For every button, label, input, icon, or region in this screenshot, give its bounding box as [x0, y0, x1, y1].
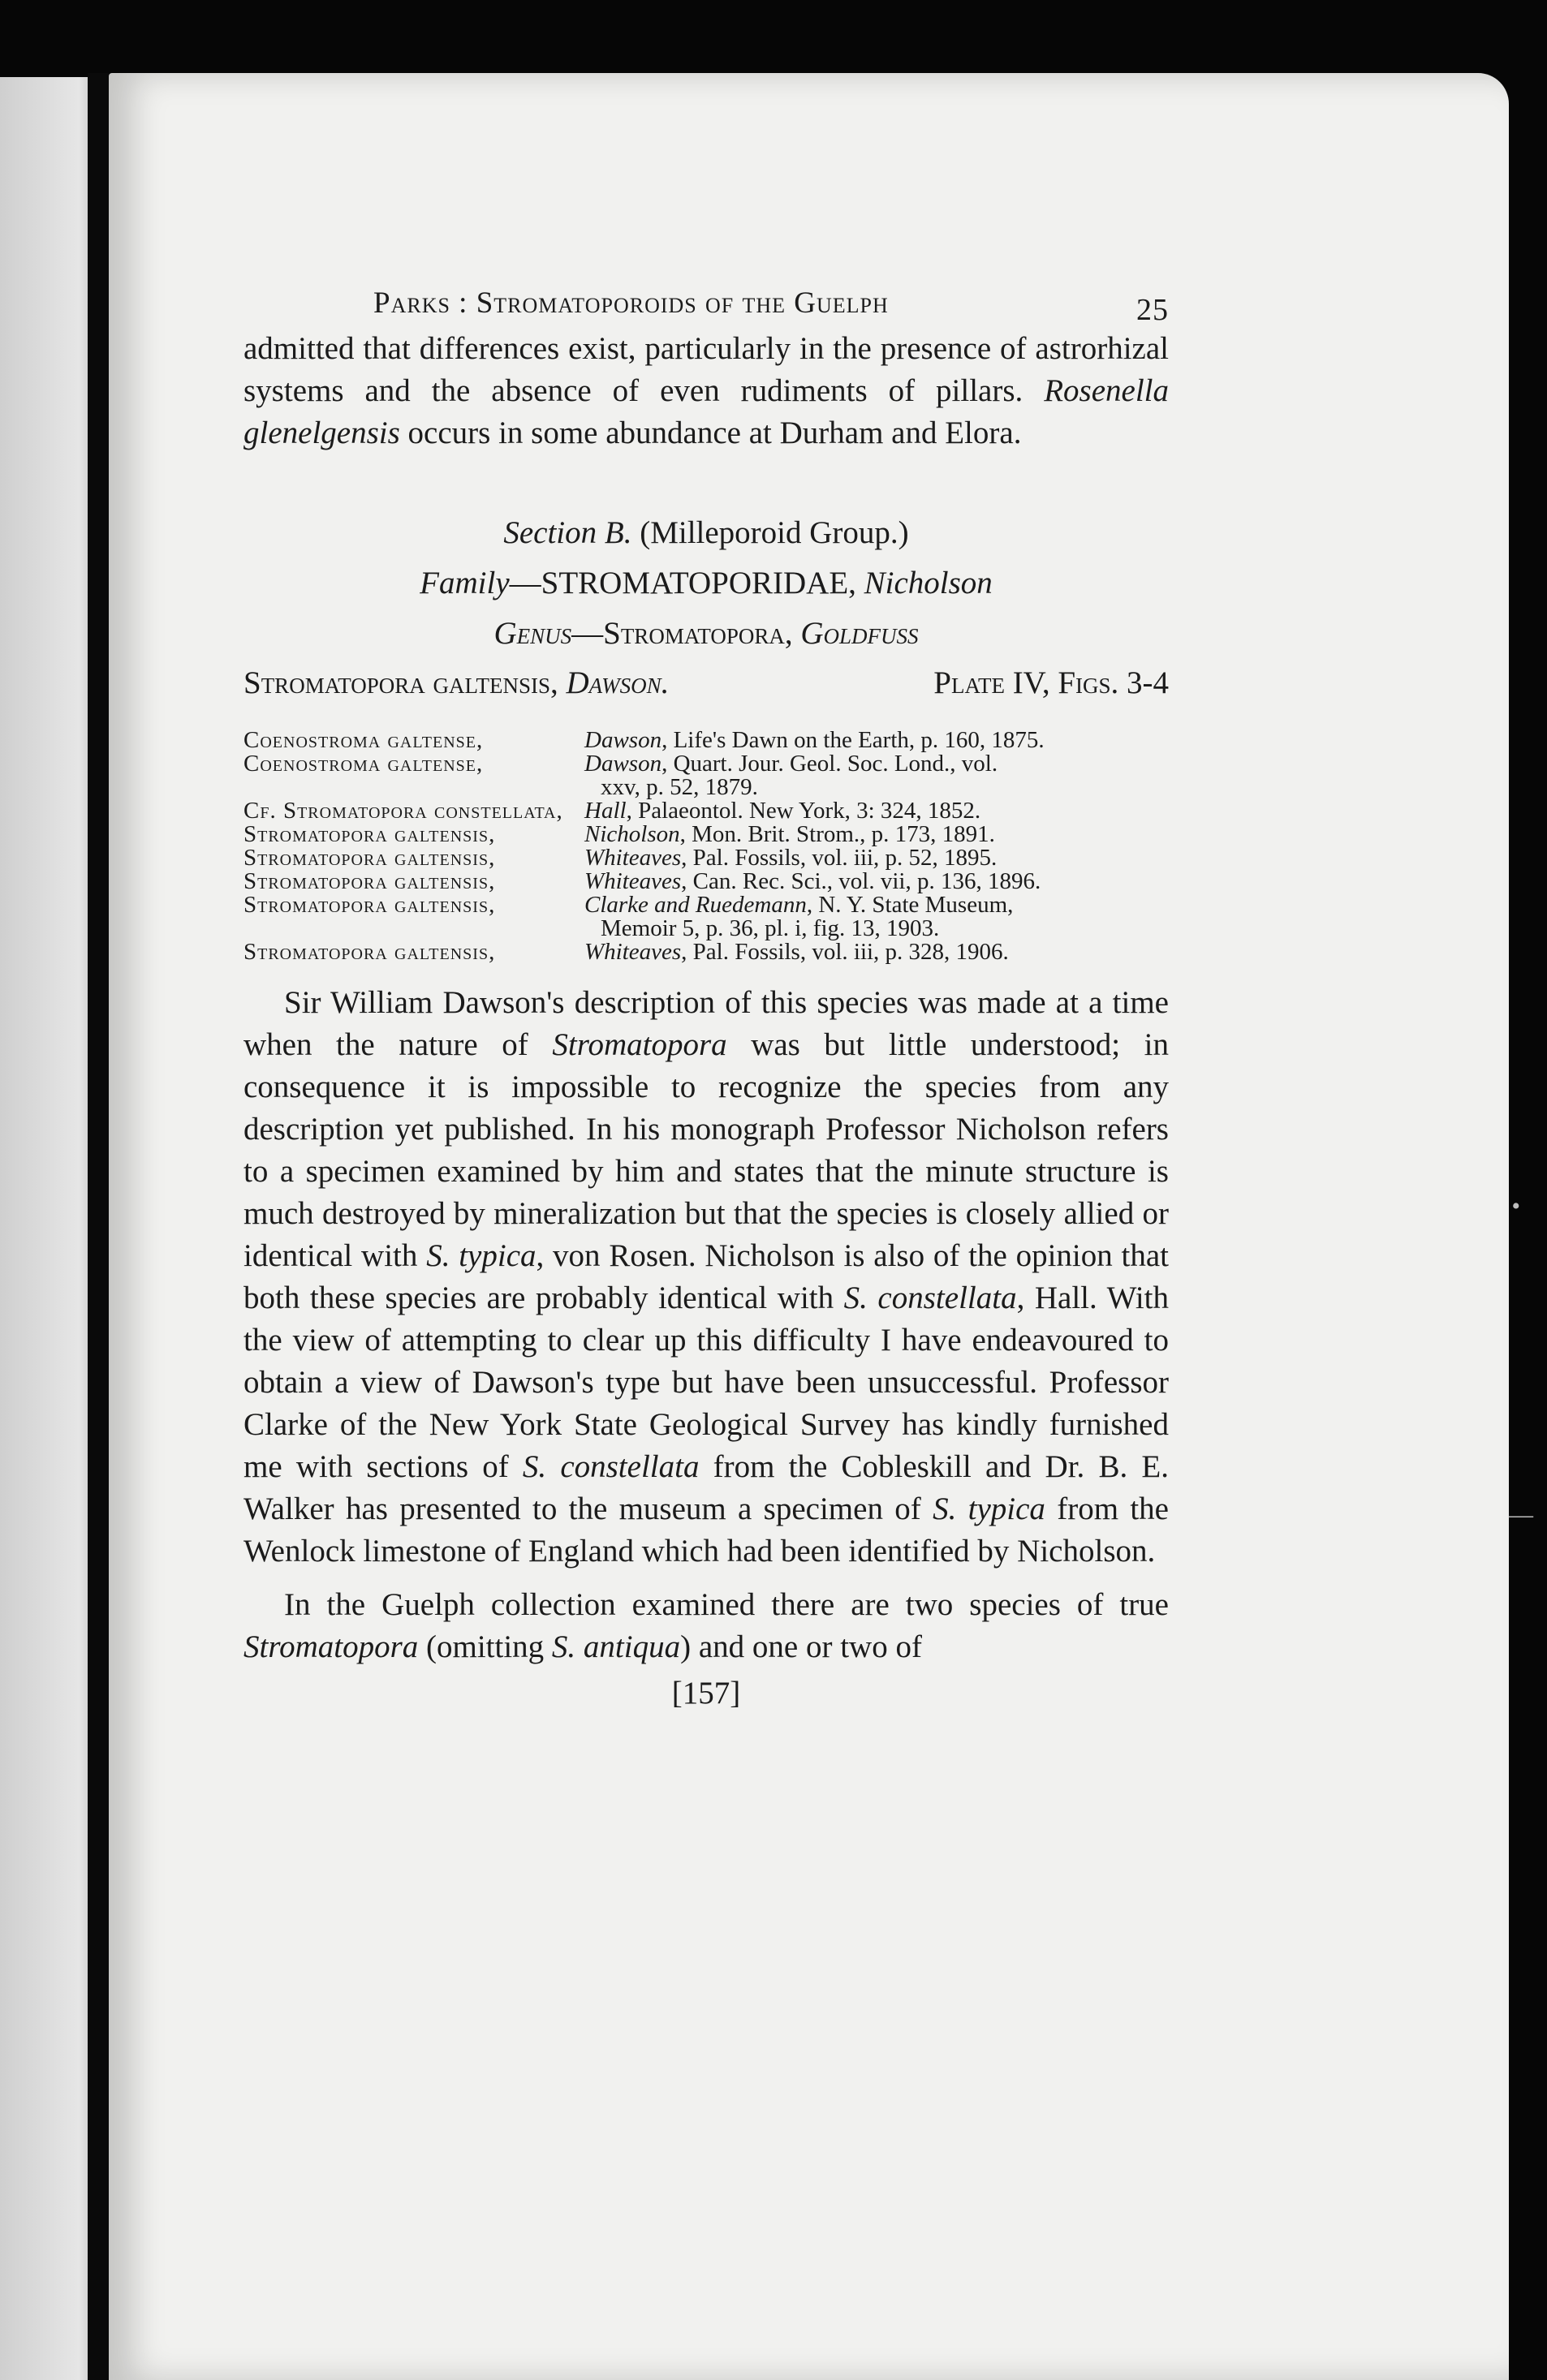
synonymy-entry [243, 799, 1169, 823]
synonymy-entry [243, 846, 1169, 870]
species-heading [243, 659, 1169, 708]
family-title: Family—STROMATOPORIDAE, Nicholson [420, 566, 993, 600]
margin-mark: — [1509, 1501, 1533, 1528]
section-title: Section B. (Milleporoid Group.) [503, 515, 909, 550]
synonym-reference: Whiteaves, Pal. Fossils, vol. iii, p. 328, 1906. [584, 939, 1009, 965]
running-title: Parks : Stromatoporoids of the Guelph [373, 286, 889, 320]
synonymy-entry [243, 776, 1169, 799]
paragraph-dawson: Sir William Dawson's description of this species was made at a time when the nature of Stromatopora was but little understood; in consequence it is impossible to recognize the species from any description yet published. In his monograph Professor Nicholson refers to a specimen examined by him and states that the minute structure is much destroyed by mineralization but that the species is closely allied or identical with S. typica, von Rosen. Nicholson is also of the opinion that both these species are probably identical with S. constellata, Hall. With the view of attempting to clear up this difficulty I have endeavoured to obtain a view of Dawson's type but have been unsuccessful. Professor Clarke of the New York State Geological Survey has kindly furnished me with sections of S. constellata from the Cobleskill and Dr. B. E. Walker has presented to the museum a specimen of S. typica from the Wenlock limestone of England which had been identified by Nicholson. [243, 985, 1170, 1569]
running-head [243, 276, 1169, 328]
synonym-reference: xxv, p. 52, 1879. [601, 774, 758, 800]
margin-mark: • [1511, 1193, 1520, 1220]
synonym-name: Stromatopora galtensis, [243, 939, 496, 965]
synonymy-entry [243, 729, 1169, 752]
synonym-reference: Dawson, Life's Dawn on the Earth, p. 160, 1875. [584, 727, 1045, 753]
genus-title: Genus—Stromatopora, Goldfuss [493, 616, 919, 651]
plate-reference: Plate IV, Figs. 3-4 [933, 665, 1169, 700]
book-gutter [88, 73, 109, 2380]
synonym-name: Coenostroma galtense, [243, 751, 484, 777]
synonymy-entry [243, 823, 1169, 846]
synonym-reference: Whiteaves, Can. Rec. Sci., vol. vii, p. 136, 1896. [584, 868, 1041, 894]
synonymy-entry [243, 752, 1169, 776]
synonymy-entry [243, 870, 1169, 893]
synonymy-list [243, 729, 1169, 964]
synonymy-entry [243, 893, 1169, 917]
synonym-name: Stromatopora galtensis, [243, 892, 496, 918]
synonym-name: Stromatopora galtensis, [243, 868, 496, 894]
synonym-reference: Nicholson, Mon. Brit. Strom., p. 173, 1891. [584, 821, 995, 847]
synonymy-entry [243, 940, 1169, 964]
synonym-reference: Whiteaves, Pal. Fossils, vol. iii, p. 52, 1895. [584, 845, 998, 871]
intro-paragraph: admitted that differences exist, particularly in the presence of astrorhizal systems and the absence of even rudiments of pillars. Rosenella glenelgensis occurs in some abundance at Durham and Elora. [243, 331, 1169, 450]
synonym-reference: Dawson, Quart. Jour. Geol. Soc. Lond., vol. [584, 751, 998, 777]
synonym-reference: Clarke and Ruedemann, N. Y. State Museum, [584, 892, 1014, 918]
section-heading [243, 508, 1169, 659]
folio-number: [157] [671, 1676, 741, 1711]
synonym-reference: Memoir 5, p. 36, pl. i, fig. 13, 1903. [601, 915, 940, 941]
synonym-name: Stromatopora galtensis, [243, 821, 496, 847]
facing-page-edge [0, 77, 99, 2380]
paragraph-guelph: In the Guelph collection examined there are two species of true Stromatopora (omitting S. antiqua) and one or two of [243, 1587, 1169, 1664]
synonym-name: Stromatopora galtensis, [243, 845, 496, 871]
synonym-name: Coenostroma galtense, [243, 727, 484, 753]
synonym-name: Cf. Stromatopora constellata, [243, 798, 563, 824]
page-content [243, 276, 1169, 1711]
synonymy-entry [243, 917, 1169, 940]
species-name: Stromatopora galtensis, Dawson. [243, 665, 670, 700]
synonym-reference: Hall, Palaeontol. New York, 3: 324, 1852. [584, 798, 981, 824]
page-number: 25 [1136, 293, 1169, 327]
